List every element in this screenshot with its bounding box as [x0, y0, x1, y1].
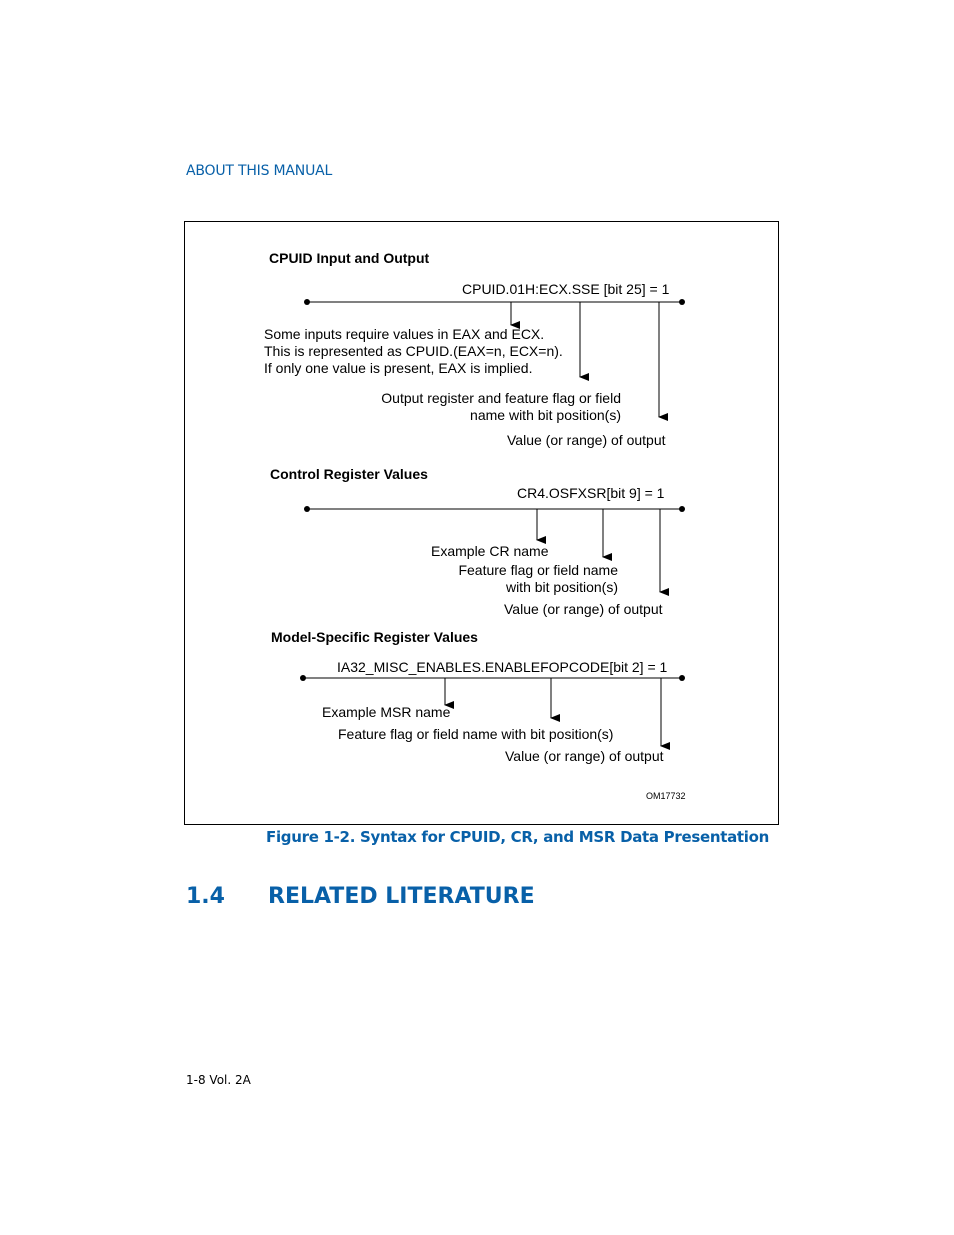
cpuid-input-note-1: Some inputs require values in EAX and ECX. [264, 326, 545, 342]
msr-value-note: Value (or range) of output [505, 748, 664, 764]
cr-syntax: CR4.OSFXSR[bit 9] = 1 [517, 485, 665, 501]
section-number: 1.4 [186, 884, 225, 909]
section-title: RELATED LITERATURE [268, 884, 535, 909]
cpuid-input-note-2: This is represented as CPUID.(EAX=n, ECX=n). [264, 343, 563, 359]
msr-line-start-dot [300, 675, 306, 681]
msr-syntax: IA32_MISC_ENABLES.ENABLEFOPCODE[bit 2] = 1 [337, 659, 668, 675]
cr-heading: Control Register Values [270, 466, 428, 482]
cr-flag-note-2: with bit position(s) [505, 579, 618, 595]
cr-value-note: Value (or range) of output [504, 601, 663, 617]
cr-line-end-dot [679, 506, 685, 512]
figure-caption: Figure 1-2. Syntax for CPUID, CR, and MSR Data Presentation [266, 828, 769, 846]
cpuid-line-end-dot [679, 299, 685, 305]
cr-line-start-dot [304, 506, 310, 512]
cr-name-note: Example CR name [431, 543, 549, 559]
msr-flag-note: Feature flag or field name with bit position(s) [338, 726, 614, 742]
figure-frame [184, 221, 779, 825]
msr-heading: Model-Specific Register Values [271, 629, 478, 645]
cpuid-syntax: CPUID.01H:ECX.SSE [bit 25] = 1 [462, 281, 670, 297]
cpuid-input-note-3: If only one value is present, EAX is implied. [264, 360, 533, 376]
msr-name-note: Example MSR name [322, 704, 451, 720]
cpuid-value-note: Value (or range) of output [507, 432, 666, 448]
page-footer: 1-8 Vol. 2A [186, 1073, 251, 1087]
msr-line-end-dot [679, 675, 685, 681]
cpuid-heading: CPUID Input and Output [269, 250, 430, 266]
cpuid-output-note-2: name with bit position(s) [470, 407, 621, 423]
figure-id: OM17732 [646, 791, 686, 801]
running-header: ABOUT THIS MANUAL [186, 163, 333, 179]
cpuid-line-start-dot [304, 299, 310, 305]
section-heading [186, 884, 535, 909]
cr-flag-note-1: Feature flag or field name [458, 562, 618, 578]
cpuid-output-note-1: Output register and feature flag or field [381, 390, 621, 406]
